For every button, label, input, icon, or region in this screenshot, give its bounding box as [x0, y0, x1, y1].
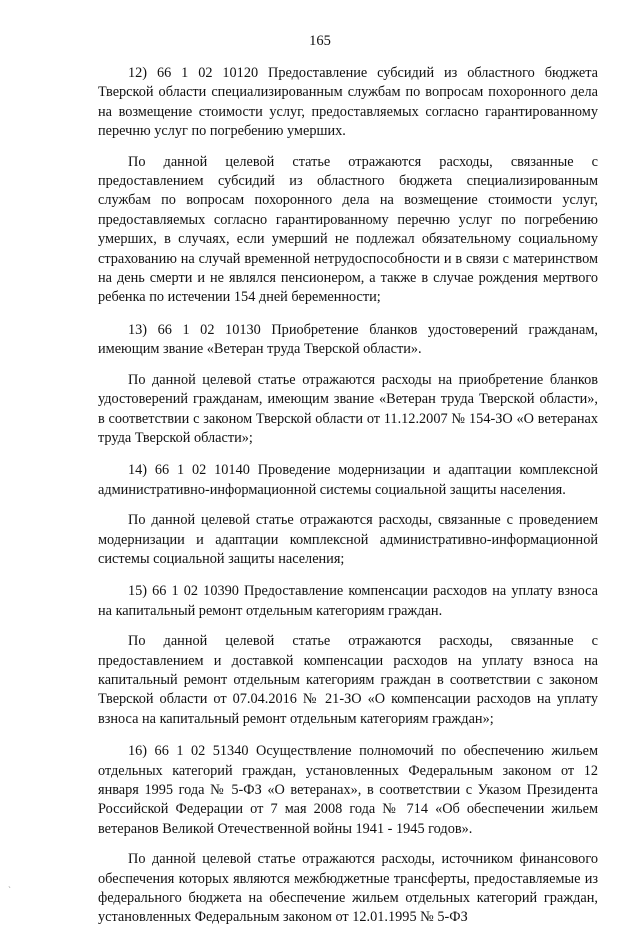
paragraph-description-14: По данной целевой статье отражаются расходы, связанные с проведением модернизации и адаптации комплексной административно-информационной системы социальной защиты населения; — [98, 512, 598, 567]
scan-artifact-mark: ` — [8, 885, 11, 895]
paragraph-item-14: 14) 66 1 02 10140 Проведение модернизации и адаптации комплексной административно-информационной системы социальной защиты населения. — [98, 462, 598, 498]
paragraph-item-13: 13) 66 1 02 10130 Приобретение бланков удостоверений гражданам, имеющим звание «Ветеран труда Тверской области». — [98, 321, 598, 358]
paragraph-description-13: По данной целевой статье отражаются расходы на приобретение бланков удостоверений гражданам, имеющим звание «Ветеран труда Тверской области», в соответствии с законом Тверской области от 11.12.2007 № 154-ЗО «О ветеранах труда Тверской области»; — [98, 371, 598, 446]
page-number: 165 — [309, 33, 331, 49]
document-body — [98, 64, 598, 937]
paragraph-description-15: По данной целевой статье отражаются расходы, связанные с предоставлением и доставкой компенсации расходов на уплату взноса на капитальный ремонт отдельным категориям граждан в соответствии с законом Тверской области от 07.04.2016 № 21-ЗО «О компенсации расходов на уплату взноса на капитальный ремонт отдельным категориям граждан»; — [98, 633, 598, 727]
paragraph-item-15: 15) 66 1 02 10390 Предоставление компенсации расходов на уплату взноса на капитальный ремонт отдельным категориям граждан. — [98, 583, 598, 619]
paragraph-description-12: По данной целевой статье отражаются расходы, связанные с предоставлением субсидий из областного бюджета специализированным службам по вопросам похоронного дела на возмещение стоимости услуг, предоставляемых согласно гарантированному перечню услуг по погребению умерших, в случаях, если умерший не подлежал обязательному социальному страхованию на случай временной нетрудоспособности и в связи с материнством на день смерти и не являлся пенсионером, а также в случае рождения мертвого ребенка по истечении 154 дней беременности; — [98, 153, 598, 306]
paragraph-description-16: По данной целевой статье отражаются расходы, источником финансового обеспечения которых являются межбюджетные трансферты, предоставляемые из федерального бюджета на обеспечение жильем отдельных категорий граждан, установленных Федеральным законом от 12.01.1995 № 5-ФЗ — [98, 851, 598, 926]
paragraph-item-16: 16) 66 1 02 51340 Осуществление полномочий по обеспечению жильем отдельных категорий граждан, установленных Федеральным законом от 12 января 1995 года № 5-ФЗ «О ветеранах», в соответствии с Указом Президента Российской Федерации от 7 мая 2008 года № 714 «Об обеспечении жильем ветеранов Великой Отечественной войны 1941 - 1945 годов». — [98, 743, 598, 837]
paragraph-item-12: 12) 66 1 02 10120 Предоставление субсидий из областного бюджета Тверской области специализированным службам по вопросам похоронного дела на возмещение стоимости услуг, предоставляемых согласно гарантированному перечню услуг по погребению умерших. — [98, 65, 598, 140]
